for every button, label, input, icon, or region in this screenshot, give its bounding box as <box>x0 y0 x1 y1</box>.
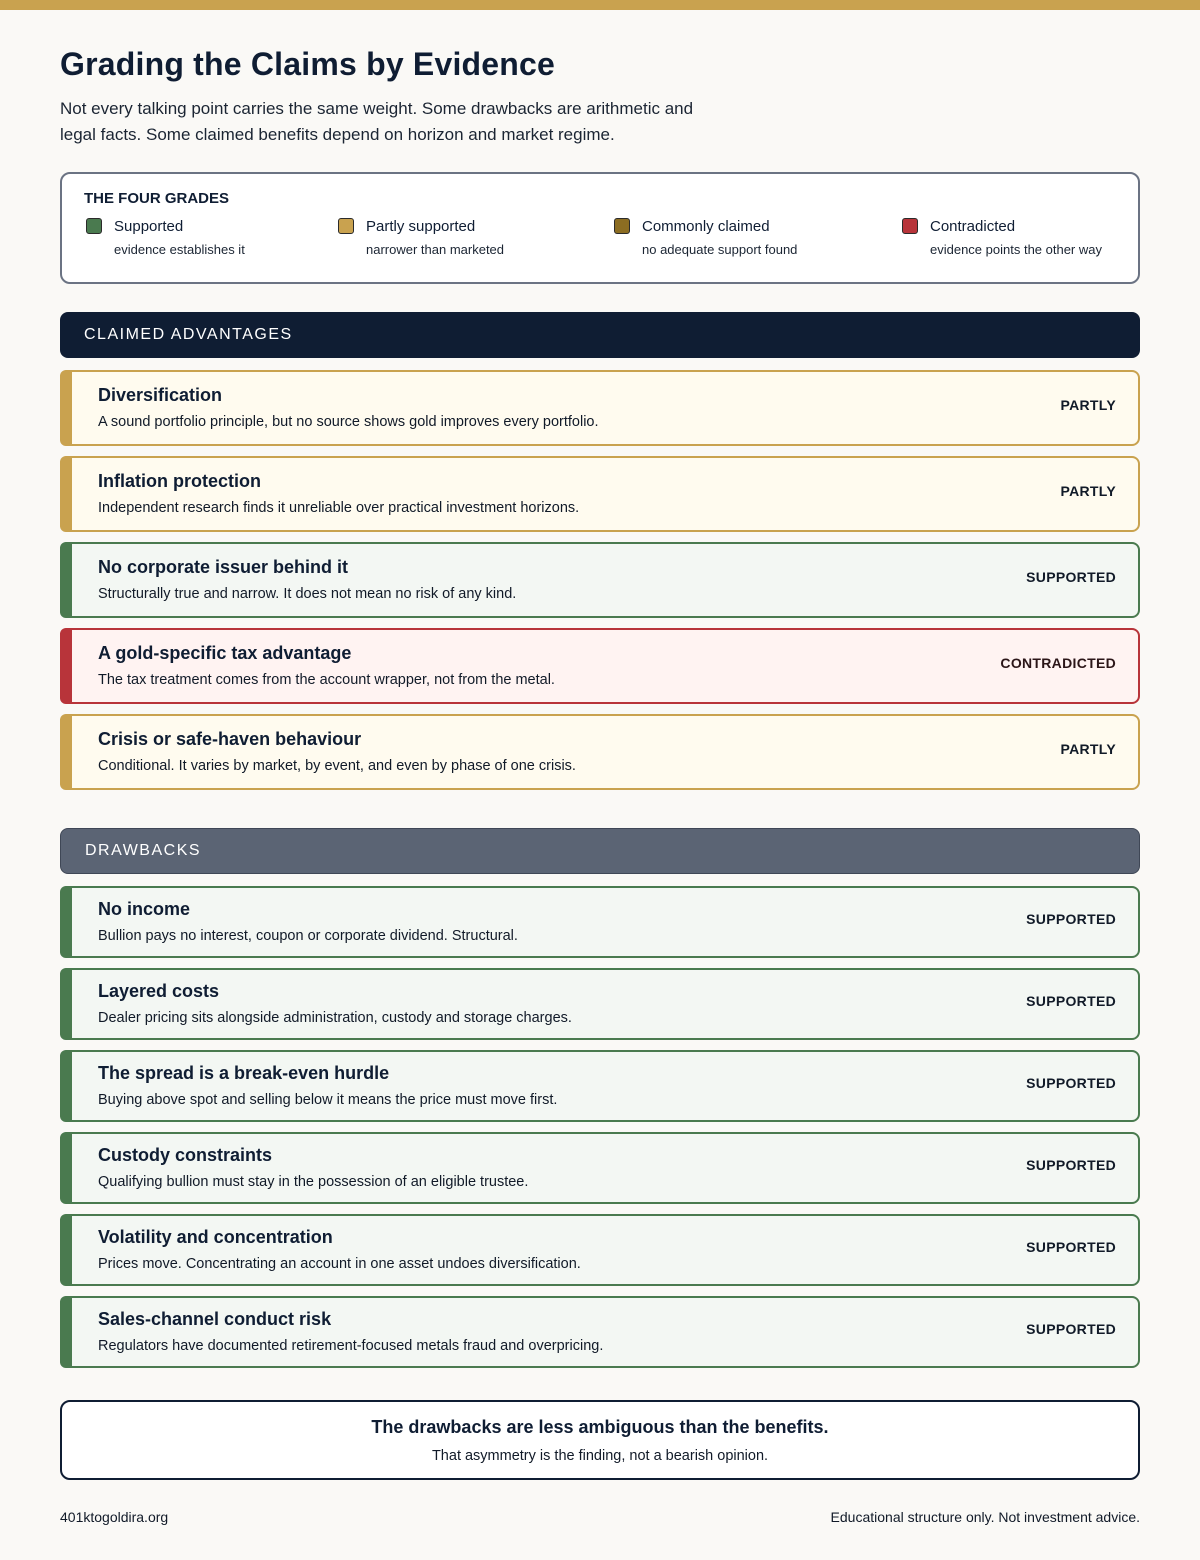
grade-badge: SUPPORTED <box>1026 993 1116 1009</box>
claim-desc: Independent research finds it unreliable over practical investment horizons. <box>98 500 580 516</box>
drawback-title: Volatility and concentration <box>98 1227 333 1247</box>
section-header-advantages: CLAIMED ADVANTAGES <box>60 312 1140 358</box>
drawback-title: Layered costs <box>98 981 220 1001</box>
grade-stripe <box>60 1296 72 1368</box>
claim-desc: Structurally true and narrow. It does not mean no risk of any kind. <box>98 586 517 602</box>
grade-badge: SUPPORTED <box>1026 1157 1116 1173</box>
drawback-desc: Bullion pays no interest, coupon or corporate dividend. Structural. <box>98 928 518 944</box>
claim-card <box>60 370 1140 446</box>
drawback-title: No income <box>98 899 191 919</box>
drawback-desc: Regulators have documented retirement-focused metals fraud and overpricing. <box>98 1338 604 1354</box>
grade-stripe <box>60 1132 72 1204</box>
top-accent-bar <box>0 0 1200 10</box>
drawback-desc: Qualifying bullion must stay in the possession of an eligible trustee. <box>98 1174 529 1190</box>
intro-text: Not every talking point carries the same weight. Some drawbacks are arithmetic and legal facts. Some claimed benefits depend on horizon and market regime. <box>60 99 694 144</box>
claim-desc: The tax treatment comes from the account wrapper, not from the metal. <box>98 672 555 688</box>
page-title: Grading the Claims by Evidence <box>60 46 556 82</box>
grade-badge: SUPPORTED <box>1026 1075 1116 1091</box>
claim-card <box>60 542 1140 618</box>
claim-title: No corporate issuer behind it <box>98 557 349 577</box>
footer-site: 401ktogoldira.org <box>60 1509 169 1525</box>
drawback-title: The spread is a break-even hurdle <box>98 1063 390 1083</box>
grade-stripe <box>60 370 72 446</box>
callout-subtext: That asymmetry is the finding, not a bearish opinion. <box>431 1448 769 1464</box>
drawback-card <box>60 886 1140 958</box>
claim-card <box>60 456 1140 532</box>
grade-badge: SUPPORTED <box>1026 1239 1116 1255</box>
drawback-card <box>60 968 1140 1040</box>
grade-stripe <box>60 968 72 1040</box>
claim-card <box>60 628 1140 704</box>
partly-swatch-icon <box>338 218 354 234</box>
drawback-desc: Dealer pricing sits alongside administration, custody and storage charges. <box>98 1010 572 1026</box>
claim-desc: Conditional. It varies by market, by event, and even by phase of one crisis. <box>98 758 576 774</box>
claim-title: Inflation protection <box>98 471 261 491</box>
legend-item-name: Partly supported <box>366 218 476 235</box>
grade-badge: SUPPORTED <box>1026 911 1116 927</box>
drawback-card <box>60 1214 1140 1286</box>
grade-stripe <box>60 542 72 618</box>
grade-badge: SUPPORTED <box>1026 569 1116 585</box>
grade-stripe <box>60 628 72 704</box>
contradicted-swatch-icon <box>902 218 918 234</box>
drawback-card <box>60 1296 1140 1368</box>
commonly-claimed-swatch-icon <box>614 218 630 234</box>
legend-item-desc: narrower than marketed <box>366 242 505 257</box>
legend-item-name: Supported <box>114 218 184 235</box>
drawback-title: Custody constraints <box>98 1145 273 1165</box>
claim-title: A gold-specific tax advantage <box>98 643 352 663</box>
claim-desc: A sound portfolio principle, but no source shows gold improves every portfolio. <box>98 414 599 430</box>
supported-swatch-icon <box>86 218 102 234</box>
claim-title: Diversification <box>98 385 223 405</box>
legend-title: THE FOUR GRADES <box>84 190 230 207</box>
grade-legend <box>60 172 1140 284</box>
claim-title: Crisis or safe-haven behaviour <box>98 729 362 749</box>
legend-item-name: Contradicted <box>930 218 1016 235</box>
legend-item-desc: evidence establishes it <box>114 242 245 257</box>
drawback-title: Sales-channel conduct risk <box>98 1309 332 1329</box>
legend-item-desc: no adequate support found <box>642 242 798 257</box>
grade-stripe <box>60 714 72 790</box>
drawback-desc: Prices move. Concentrating an account in one asset undoes diversification. <box>98 1256 581 1272</box>
grade-stripe <box>60 1214 72 1286</box>
legend-item-name: Commonly claimed <box>642 218 770 235</box>
drawback-desc: Buying above spot and selling below it means the price must move first. <box>98 1092 558 1108</box>
callout-headline: The drawbacks are less ambiguous than the benefits. <box>371 1417 829 1437</box>
grade-badge: CONTRADICTED <box>1000 655 1116 671</box>
footer-disclaimer: Educational structure only. Not investment advice. <box>830 1509 1140 1525</box>
grade-stripe <box>60 456 72 532</box>
grade-badge: PARTLY <box>1060 741 1116 757</box>
grade-badge: SUPPORTED <box>1026 1321 1116 1337</box>
grade-badge: PARTLY <box>1060 397 1116 413</box>
drawback-card <box>60 1132 1140 1204</box>
conclusion-callout <box>60 1400 1140 1480</box>
grade-badge: PARTLY <box>1060 483 1116 499</box>
legend-item-desc: evidence points the other way <box>930 242 1102 257</box>
claim-card <box>60 714 1140 790</box>
grade-stripe <box>60 886 72 958</box>
section-header-drawbacks: DRAWBACKS <box>60 828 1140 874</box>
grade-stripe <box>60 1050 72 1122</box>
drawback-card <box>60 1050 1140 1122</box>
